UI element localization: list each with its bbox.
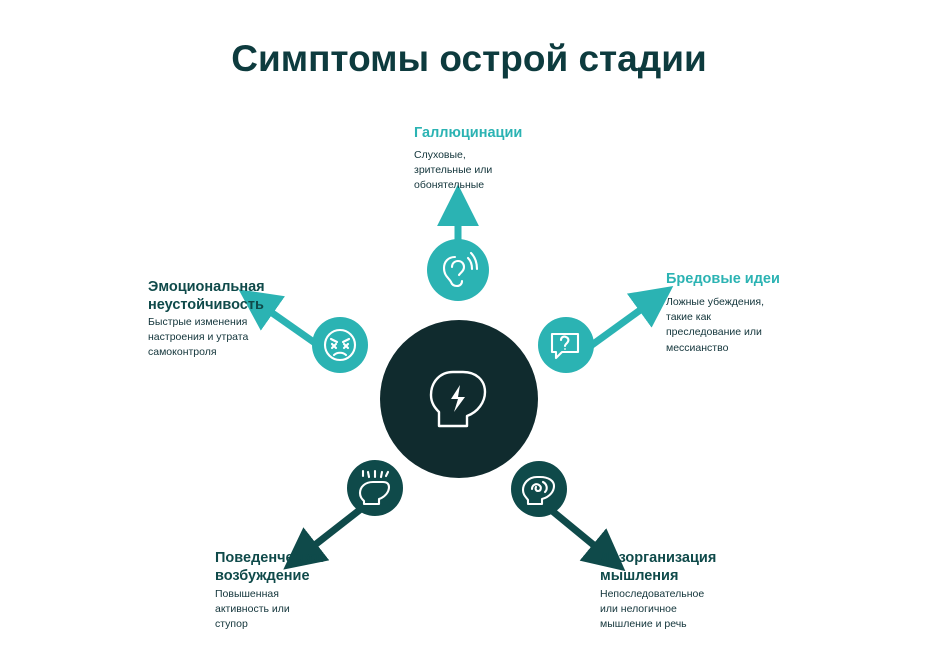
label-line: Дезорганизация <box>600 550 717 566</box>
node-label-behavior <box>215 549 435 585</box>
node-desc-hallucinations <box>414 148 564 194</box>
desc-line: мессианство <box>666 341 729 354</box>
center-node[interactable] <box>380 320 538 478</box>
node-hallucinations[interactable] <box>427 239 489 301</box>
node-emotional[interactable] <box>312 317 368 373</box>
desc-line: обонятельные <box>414 179 485 192</box>
label-line: возбуждение <box>215 568 310 585</box>
node-label-disorganization <box>600 549 830 585</box>
desc-line: активность или <box>215 603 290 616</box>
desc-line: такие как <box>666 311 712 324</box>
node-behavior[interactable] <box>347 460 403 516</box>
desc-line: Ложные убеждения, <box>666 296 764 308</box>
node-desc-disorganization <box>600 587 770 633</box>
label-line: Эмоциональная <box>148 279 265 295</box>
label-line: Поведенческое <box>215 550 326 566</box>
desc-line: Повышенная <box>215 588 279 600</box>
node-desc-emotional <box>148 315 308 361</box>
node-desc-behavior <box>215 587 365 633</box>
node-label-hallucinations: Галлюцинации <box>414 125 523 141</box>
desc-line: Слуховые, <box>414 149 466 161</box>
desc-line: Быстрые изменения <box>148 316 248 328</box>
desc-line: ступор <box>215 618 248 631</box>
desc-line: или нелогичное <box>600 603 677 616</box>
desc-line: Непоследовательное <box>600 588 705 600</box>
desc-line: настроения и утрата <box>148 331 249 344</box>
desc-line: преследование или <box>666 326 762 339</box>
node-label-delusions: Бредовые идеи <box>666 271 780 287</box>
node-delusions[interactable] <box>538 317 594 373</box>
node-disorganization[interactable] <box>511 461 567 517</box>
desc-line: зрительные или <box>414 164 493 177</box>
desc-line: мышление и речь <box>600 618 687 631</box>
node-label-emotional <box>148 278 348 314</box>
page-title: Симптомы острой стадии <box>231 38 707 79</box>
node-desc-delusions <box>666 295 826 356</box>
label-line: неустойчивость <box>148 297 264 314</box>
label-line: мышления <box>600 568 679 585</box>
desc-line: самоконтроля <box>148 346 217 359</box>
